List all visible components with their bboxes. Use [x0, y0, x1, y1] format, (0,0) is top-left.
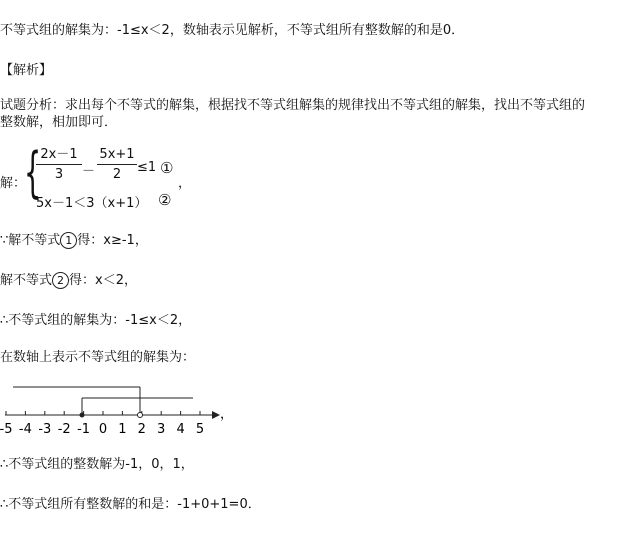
tick-label: 5 — [195, 422, 205, 437]
step-4: 在数轴上表示不等式组的解集为： — [0, 350, 196, 365]
inequality-1-tail: ≤1 — [137, 160, 157, 175]
step-2-tail: 得：x＜2， — [69, 273, 137, 288]
tick-label: -4 — [18, 422, 32, 437]
tick-label: 0 — [98, 422, 108, 437]
circled-2: 2 — [52, 272, 69, 289]
fraction-2-numerator: 5x+1 — [99, 147, 135, 162]
analysis-line-2: 整数解，相加即可． — [0, 115, 118, 130]
system-brace: { — [24, 141, 42, 204]
step-2 — [0, 272, 137, 290]
tick-label: -2 — [57, 422, 71, 437]
step-6: ∴不等式组所有整数解的和是：-1+0+1=0． — [0, 497, 261, 512]
step-1-tail: 得：x≥-1， — [77, 233, 148, 248]
tick-label: 2 — [137, 422, 146, 437]
inequality-1-mark: ① — [160, 159, 174, 177]
analysis-line-1: 试题分析：求出每个不等式的解集，根据找不等式组解集的规律找出不等式组的解集，找出不等式组的 — [0, 98, 586, 113]
fraction-1 — [36, 146, 82, 183]
fraction-2-denominator: 2 — [112, 167, 122, 182]
tick-label: 4 — [176, 422, 185, 437]
fraction-2 — [97, 146, 137, 183]
step-5: ∴不等式组的整数解为-1，0，1， — [0, 457, 194, 472]
answer-line: 不等式组的解集为：-1≤x＜2，数轴表示见解析，不等式组所有整数解的和是0． — [0, 23, 465, 38]
tick-label: -3 — [38, 422, 52, 437]
step-2-prefix: 解不等式 — [0, 273, 53, 288]
fraction-1-bar — [36, 164, 82, 165]
fraction-1-numerator: 2x－1 — [40, 147, 78, 162]
number-line-comma: ， — [220, 407, 234, 422]
system-comma: ， — [178, 176, 192, 191]
minus-sign: － — [82, 164, 96, 179]
step-1-prefix: ∵解不等式 — [0, 233, 61, 248]
system-prefix: 解： — [0, 176, 27, 191]
number-line — [0, 375, 630, 440]
tick-label: -1 — [77, 422, 91, 437]
fraction-2-bar — [97, 164, 137, 165]
fraction-1-denominator: 3 — [54, 167, 64, 182]
inequality-2: 5x－1＜3（x+1） — [36, 196, 148, 211]
section-title: 【解析】 — [0, 63, 53, 78]
tick-label: 1 — [118, 422, 127, 437]
circled-1: 1 — [60, 232, 77, 249]
tick-label: 3 — [157, 422, 166, 437]
closed-point-minus-1 — [80, 413, 85, 418]
step-1 — [0, 232, 148, 250]
open-point-2 — [138, 413, 143, 418]
number-line-arrow — [212, 411, 220, 419]
step-3: ∴不等式组的解集为：-1≤x＜2， — [0, 313, 192, 328]
inequality-2-mark: ② — [158, 191, 172, 209]
tick-label: -5 — [0, 422, 13, 437]
